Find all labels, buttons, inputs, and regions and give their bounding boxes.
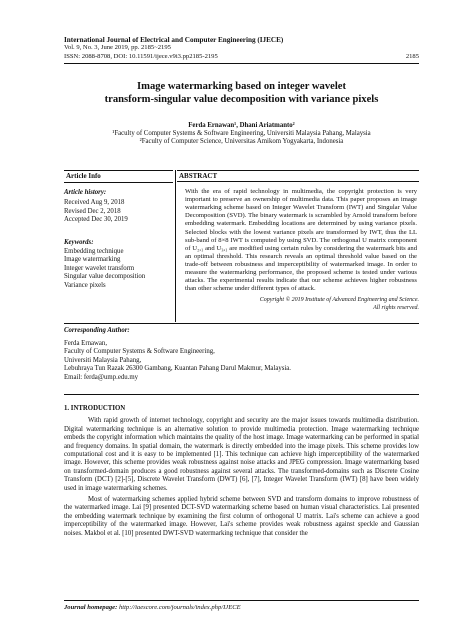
abstract-column	[177, 170, 419, 312]
page-footer	[64, 604, 419, 611]
article-info-column	[64, 170, 173, 291]
keyword-item: Embedding technique	[64, 247, 124, 255]
journal-volume: Vol. 9, No. 3, June 2019, pp. 2185~2195	[64, 44, 171, 52]
introduction-paragraph-2: Most of watermarking schemes applied hybrid scheme between SVD and transform domains to improve robustness of the watermarked image. Lai [9] presented DCT-SVD watermarking scheme based on human visual characteristics. Lai presented the embedding watermark technique by examining the first column of orthogonal U matrix. Lai's scheme can achieve a good imperceptibility of the watermarked image. However, Lai's scheme provides weak robustness against speckle and Gaussian noises. Makbol et al. [10] presented DWT-SVD watermarking technique that consider the	[64, 496, 419, 537]
abstract-text: With the era of rapid technology in multimedia, the copyright protection is very important to preserve an ownership of multimedia data. This paper proposes an image watermarking scheme based on Integer Wavelet Transform (IWT) and Singular Value Decomposition (SVD). The binary watermark is scrambled by Arnold transform before embedding watermark. Embedding locations are determined by using variance pixels. Selected blocks with the lowest variance pixels are transformed by IWT, thus the LL sub-band of 8×8 IWT is computed by using SVD. The orthogonal U matrix component of U₂,₁ and U₃,₁ are modified using certain rules by considering the watermark bits and an optimal threshold. This research reveals an optimal threshold value based on the trade-off between robustness and imperceptibility of watermarked image. In order to measure the watermarking performance, the proposed scheme is tested under various attacks. The experimental results indicate that our scheme achieves higher robustness than other scheme under different types of attack.	[185, 188, 417, 293]
column-divider	[175, 170, 176, 322]
introduction-paragraph-1: With rapid growth of internet technology, copyright and security are the major issues towards multimedia distribution. Digital watermarking technique is an alternative solution to provide multimedia protection. Image watermarking technique embeds the copyright information which maintains the quality of the host image. Image watermarking can be performed in spatial and frequency domains. In spatial domain, the watermark is directly embedded into the image pixels. This scheme provides low computational cost and it is easy to be implemented [1]. This technique can achieve high imperceptibility of the watermarked image. However, this scheme provides weak robustness against noise attacks and JPEG compression. Image watermarking based on transformed-domain produces a good robustness against several attacks. The transformed-domains such as Discrete Cosine Transform (DCT) [2]-[5], Discrete Wavelet Transform (DWT) [6], [7], Integer Wavelet Transform (IWT) [8] have been widely used in image watermarking schemes.	[64, 417, 419, 492]
accepted-date: Accepted Dec 30, 2019	[64, 216, 128, 224]
introduction-heading: 1. INTRODUCTION	[64, 405, 126, 412]
keyword-item: Singular value decomposition	[64, 273, 146, 281]
journal-issn: ISSN: 2088-8708, DOI: 10.11591/ijece.v9i3.pp2185-2195	[64, 52, 218, 60]
footer-rule	[64, 600, 419, 601]
keyword-item: Integer wavelet transform	[64, 264, 135, 272]
header-rule	[64, 63, 419, 64]
corresponding-line-3: Lebuhraya Tun Razak 26300 Gambang, Kuantan Pahang Darul Makmur, Malaysia.	[64, 365, 291, 373]
keyword-item: Image watermarking	[64, 256, 121, 264]
title-line-1: Image watermarking based on integer wavelet	[137, 81, 346, 92]
homepage-label: Journal homepage:	[64, 604, 118, 611]
affiliation-2: ²Faculty of Computer Science, Universitas Amikom Yogyakarta, Indonesia	[139, 138, 344, 146]
copyright-notice: Copyright © 2019 Institute of Advanced Engineering and Science.	[259, 297, 419, 304]
author-block	[64, 122, 419, 147]
affiliation-1: ¹Faculty of Computer Systems & Software Engineering, Universiti Malaysia Pahang, Malaysia	[112, 130, 371, 138]
journal-header	[64, 36, 419, 61]
history-label: Article history:	[64, 188, 107, 196]
corresponding-label: Corresponding Author:	[64, 327, 130, 334]
author-names: Ferda Ernawan¹, Dhani Ariatmanto²	[188, 122, 295, 129]
received-date: Received Aug 9, 2018	[64, 199, 125, 207]
section-rule-2	[64, 394, 419, 395]
corresponding-line-2: Universiti Malaysia Pahang,	[64, 356, 142, 364]
corresponding-author	[64, 327, 419, 383]
revised-date: Revised Dec 2, 2018	[64, 207, 121, 215]
page-number: 2185	[405, 52, 419, 60]
journal-name: International Journal of Electrical and Computer Engineering (IJECE)	[64, 36, 284, 44]
keywords-label: Keywords:	[64, 238, 94, 246]
corresponding-email: Email: ferda@ump.edu.my	[64, 373, 139, 381]
corresponding-name: Ferda Ernawan,	[64, 339, 108, 347]
section-rule	[64, 323, 419, 324]
keyword-item: Variance pixels	[64, 281, 106, 289]
paper-title	[64, 80, 419, 106]
corresponding-line-1: Faculty of Computer Systems & Software Engineering,	[64, 348, 215, 356]
rights-notice: All rights reserved.	[373, 304, 419, 311]
article-info-heading: Article Info	[64, 170, 173, 183]
abstract-heading: ABSTRACT	[177, 170, 419, 182]
homepage-link[interactable]: http://iaescore.com/journals/index.php/IJECE	[118, 604, 241, 611]
introduction-section	[64, 405, 419, 538]
title-line-2: transform-singular value decomposition with variance pixels	[104, 94, 379, 105]
